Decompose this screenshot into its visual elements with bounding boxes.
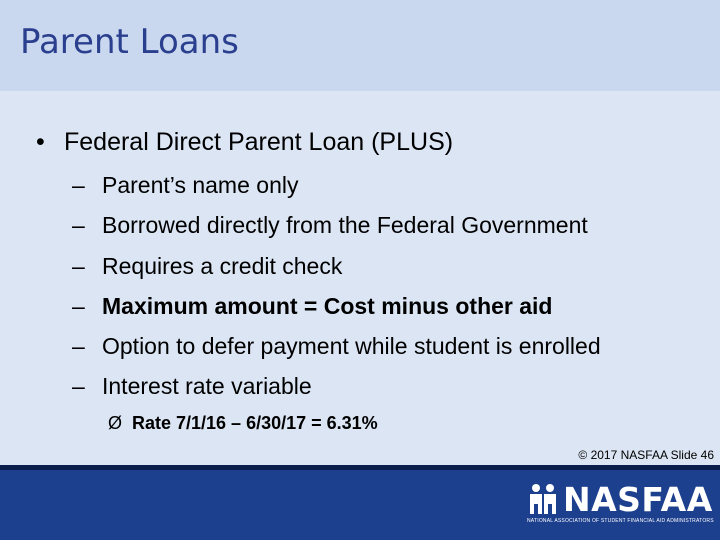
nasfaa-logo — [527, 480, 714, 528]
bullet-marker: • — [36, 128, 45, 156]
logo-wordmark: NASFAA — [563, 480, 713, 519]
dash-marker: – — [72, 212, 85, 238]
sub-bullet-4 — [72, 293, 552, 320]
arrow-marker: Ø — [108, 413, 123, 433]
dash-marker: – — [72, 373, 85, 399]
sub-bullet-text: Parent’s name only — [102, 172, 299, 198]
logo-subtext: NATIONAL ASSOCIATION OF STUDENT FINANCIAL AID ADMINISTRATORS — [527, 518, 714, 524]
main-bullet-text: Federal Direct Parent Loan (PLUS) — [64, 128, 454, 156]
dash-marker: – — [72, 333, 85, 359]
dash-marker: – — [72, 293, 85, 319]
sub-bullet-2 — [72, 212, 588, 239]
sub-bullet-6 — [72, 373, 312, 400]
copyright-text: © 2017 NASFAA Slide 46 — [578, 448, 714, 462]
sub-bullet-text-bold: Maximum amount = Cost minus other aid — [102, 293, 553, 319]
sub-bullet-text: Borrowed directly from the Federal Government — [102, 212, 588, 238]
sub-bullet-text: Option to defer payment while student is enrolled — [102, 333, 601, 359]
slide-title: Parent Loans — [20, 22, 239, 62]
rate-line — [108, 413, 378, 434]
dash-marker: – — [72, 172, 85, 198]
main-bullet — [36, 128, 453, 157]
sub-bullet-text: Requires a credit check — [102, 253, 343, 279]
dash-marker: – — [72, 253, 85, 279]
sub-bullet-5 — [72, 333, 601, 360]
sub-bullet-text: Interest rate variable — [102, 373, 312, 399]
nasfaa-emblem-icon — [527, 482, 559, 516]
rate-text: Rate 7/1/16 – 6/30/17 = 6.31% — [132, 413, 378, 433]
sub-bullet-3 — [72, 253, 342, 280]
sub-bullet-1 — [72, 172, 298, 199]
